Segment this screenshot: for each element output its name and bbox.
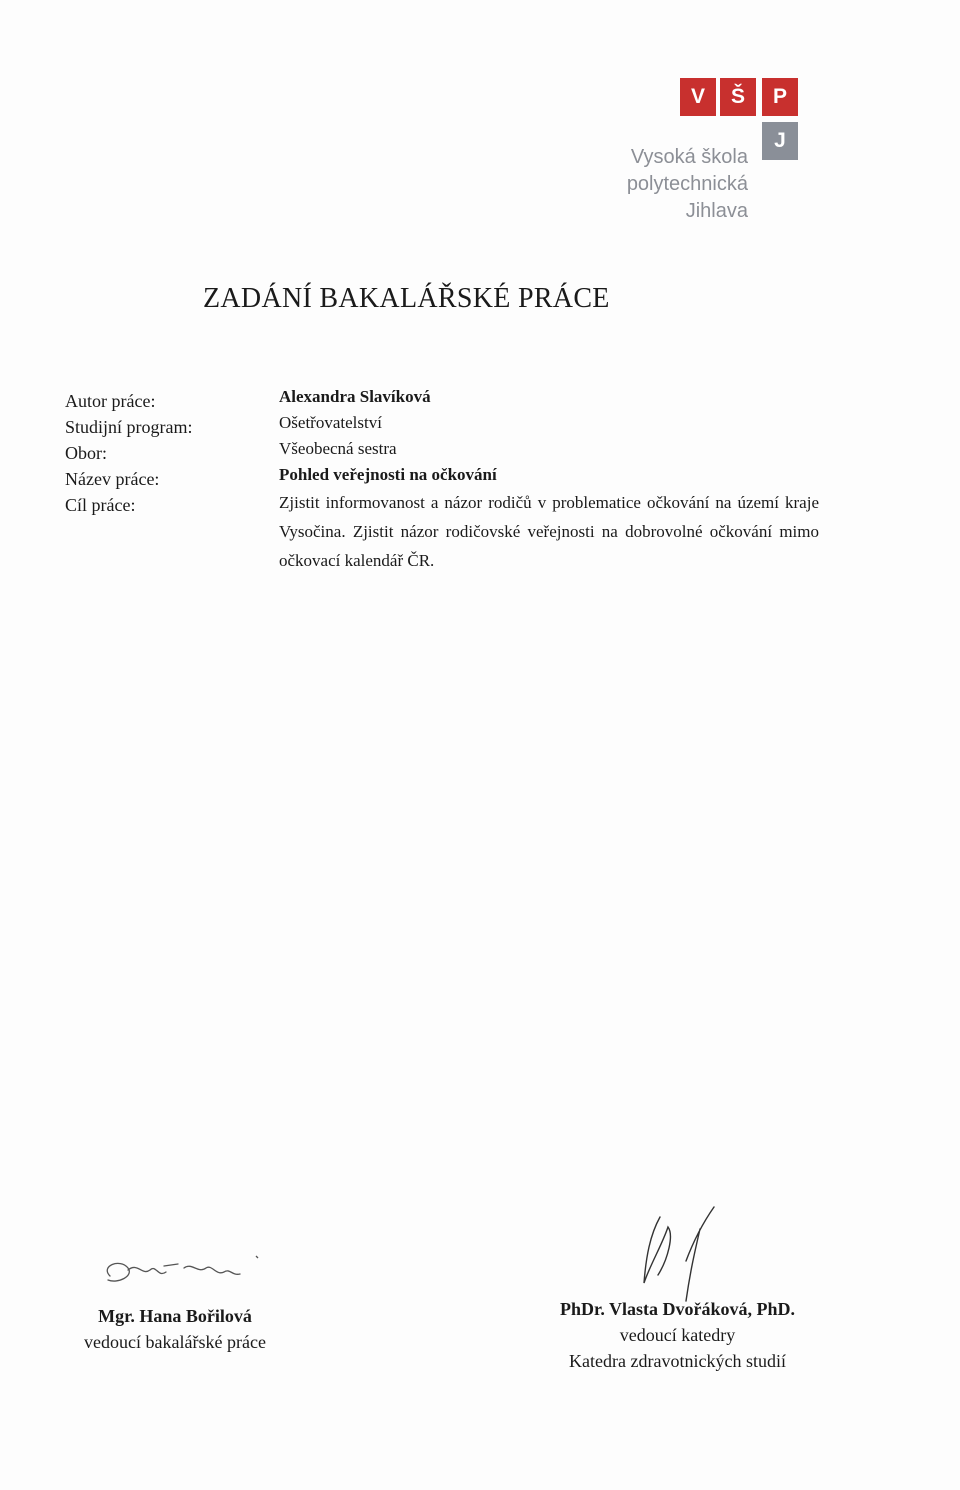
supervisor-role: vedoucí bakalářské práce [84,1332,266,1352]
program-label: Studijní program: [65,417,193,437]
program-value: Ošetřovatelství [279,413,382,432]
field-values [279,384,819,575]
supervisor-name: Mgr. Hana Bořilová [98,1306,252,1326]
field-label: Obor: [65,443,107,463]
author-value: Alexandra Slavíková [279,387,431,406]
document-title: ZADÁNÍ BAKALÁŘSKÉ PRÁCE [203,283,610,314]
thesis-name-value: Pohled veřejnosti na očkování [279,465,497,484]
school-logo [610,78,810,228]
logo-letter-p: P [762,78,798,116]
logo-line-2: polytechnická [626,173,748,195]
logo-letter-s: Š [720,78,756,116]
author-label: Autor práce: [65,391,156,411]
logo-letter-v: V [680,78,716,116]
head-block [535,1296,820,1374]
thesis-name-label: Název práce: [65,469,160,489]
logo-line-3: Jihlava [685,200,748,222]
supervisor-block [70,1303,280,1355]
goal-label: Cíl práce: [65,495,136,515]
field-labels [65,388,193,518]
head-signature [628,1205,728,1305]
field-value: Všeobecná sestra [279,439,397,458]
logo-letter-j: J [762,122,798,160]
logo-school-name [627,144,748,225]
logo-line-1: Vysoká škola [630,146,748,168]
head-department: Katedra zdravotnických studií [569,1351,786,1371]
goal-value: Zjistit informovanost a názor rodičů v problematice očkování na území kraje Vysočina. Zjistit názor rodičovské veřejnosti na dobrovolné očkování mimo očkovací kalendář ČR. [279,493,819,570]
supervisor-signature [98,1252,268,1297]
head-role: vedoucí katedry [619,1325,736,1345]
head-name: PhDr. Vlasta Dvořáková, PhD. [559,1299,796,1319]
